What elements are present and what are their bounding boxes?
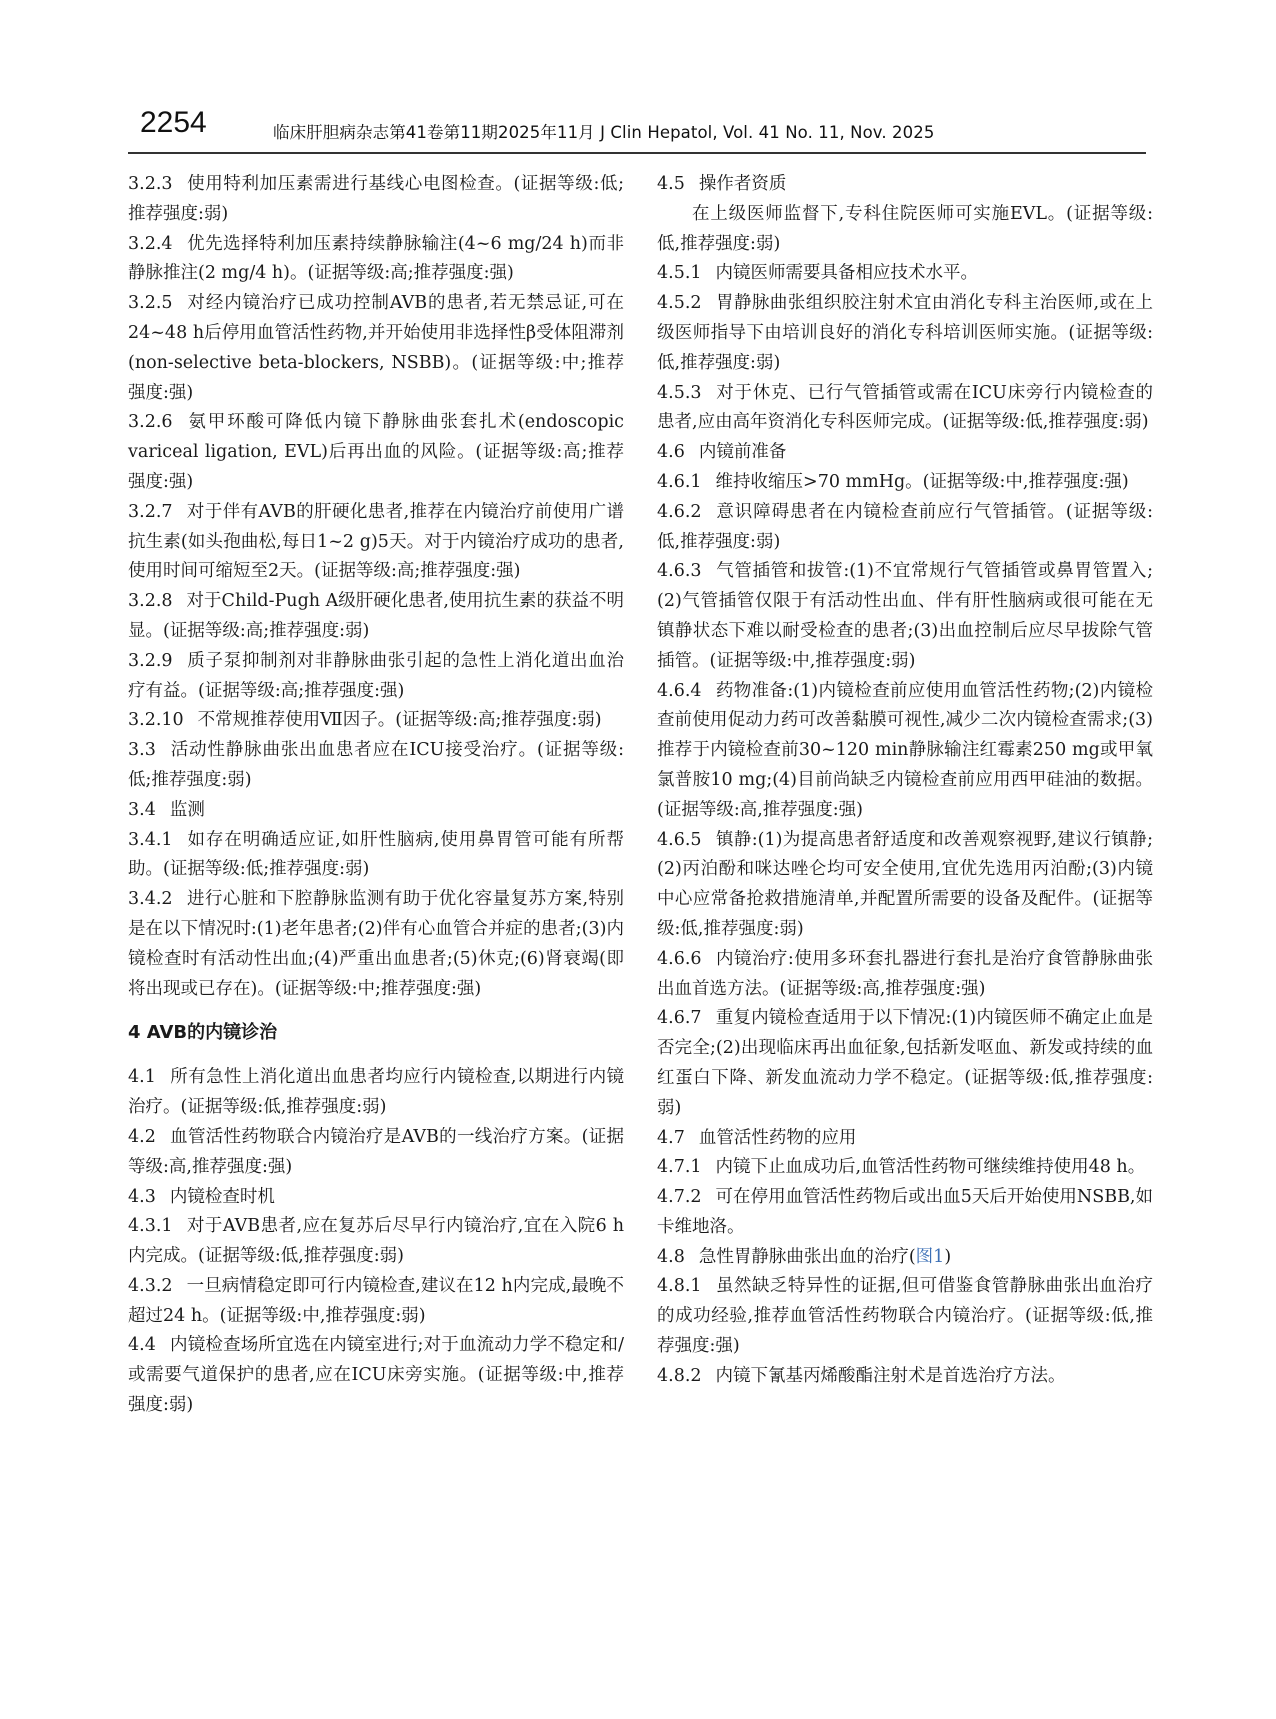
section-number: 4.8 [657,1246,685,1267]
paragraph-text: 对于AVB患者,应在复苏后尽早行内镜治疗,宜在入院6 h内完成。(证据等级:低,推荐强度:弱) [128,1216,624,1267]
section-number: 4.7.2 [657,1187,702,1208]
paragraph [657,1153,1153,1183]
section-number: 4.5.2 [657,293,702,314]
paragraph-text: 气管插管和拔管:(1)不宜常规行气管插管或鼻胃管置入;(2)气管插管仅限于有活动性出血、伴有肝性脑病或很可能在无镇静状态下难以耐受检查的患者;(3)出血控制后应尽早拔除气管插管。(证据等级:中,推荐强度:弱) [657,561,1153,671]
paragraph-text: 一旦病情稳定即可行内镜检查,建议在12 h内完成,最晚不超过24 h。(证据等级:中,推荐强度:弱) [128,1275,624,1326]
paragraph [128,706,624,736]
section-number: 3.4.2 [128,889,173,910]
paragraph [657,826,1153,945]
paragraph [128,289,624,408]
section-number: 4.5.3 [657,382,702,403]
paragraph-text: 血管活性药物的应用 [698,1127,857,1148]
paragraph-text: 所有急性上消化道出血患者均应行内镜检查,以期进行内镜治疗。(证据等级:低,推荐强度:弱) [128,1067,624,1118]
section-number: 4.2 [128,1126,156,1147]
paragraph [128,170,624,230]
paragraph-text: 优先选择特利加压素持续静脉输注(4~6 mg/24 h)而非静脉推注(2 mg/4 h)。(证据等级:高;推荐强度:强) [128,233,624,284]
paragraph-text: 内镜检查场所宜选在内镜室进行;对于血流动力学不稳定和/或需要气道保护的患者,应在ICU床旁实施。(证据等级:中,推荐强度:弱) [128,1335,624,1416]
section-number: 4.7 [657,1127,685,1148]
section-number: 3.2.3 [128,174,173,194]
paragraph [657,677,1153,826]
paragraph [128,826,624,886]
paragraph-text: 对于休克、已行气管插管或需在ICU床旁行内镜检查的患者,应由高年资消化专科医师完成。(证据等级:低,推荐强度:弱) [657,382,1153,433]
paragraph-text: 在上级医师监督下,专科住院医师可实施EVL。(证据等级:低,推荐强度:弱) [657,203,1153,254]
page-header [128,102,1146,154]
paragraph-text: 氨甲环酸可降低内镜下静脉曲张套扎术(endoscopic variceal ligation, EVL)后再出血的风险。(证据等级:高;推荐强度:强) [128,412,624,492]
section-number: 3.3 [128,740,156,761]
section-number: 3.2.9 [128,650,173,671]
paragraph [128,587,624,647]
section-number: 3.2.8 [128,591,173,612]
paragraph-text: 监测 [169,799,205,820]
paragraph [128,796,624,826]
paragraph-text: 进行心脏和下腔静脉监测有助于优化容量复苏方案,特别是在以下情况时:(1)老年患者;(2)伴有心血管合并症的患者;(3)内镜检查时有活动性出血;(4)严重出血患者;(5)休克;(6)肾衰竭(即将出现或已存在)。(证据等级:中;推荐强度:强) [128,889,624,999]
paragraph-text: 质子泵抑制剂对非静脉曲张引起的急性上消化道出血治疗有益。(证据等级:高;推荐强度:强) [128,650,624,701]
paragraph [657,200,1153,260]
paragraph [657,1183,1153,1243]
paragraph-text: 内镜前准备 [698,442,787,463]
paragraph-text: 不常规推荐使用Ⅶ因子。(证据等级:高;推荐强度:弱) [197,710,602,731]
paragraph [657,289,1153,378]
paragraph-text: 内镜下氰基丙烯酸酯注射术是首选治疗方法。 [715,1365,1066,1386]
paragraph [128,1212,624,1272]
paragraph-text: 内镜医师需要具备相应技术水平。 [715,263,979,284]
paragraph [657,557,1153,676]
section-number: 3.2.10 [128,710,184,731]
paragraph-text: 操作者资质 [698,174,787,194]
journal-citation: 临床肝胆病杂志第41卷第11期2025年11月 J Clin Hepatol, Vol. 41 No. 11, Nov. 2025 [273,123,935,142]
figure-link[interactable]: 图1 [915,1246,945,1267]
paragraph [657,1362,1153,1392]
paragraph [657,1272,1153,1361]
section-number: 4.6.4 [657,680,702,701]
section-number: 3.4 [128,799,156,820]
paragraph [128,1123,624,1183]
paragraph-text: 维持收缩压>70 mmHg。(证据等级:中,推荐强度:强) [715,471,1129,492]
section-number: 4.8.2 [657,1365,702,1386]
section-number: 4.6.5 [657,829,702,850]
section-number: 4.3 [128,1186,156,1207]
section-number: 3.2.4 [128,233,173,254]
paragraph-text: 内镜下止血成功后,血管活性药物可继续维持使用48 h。 [715,1157,1146,1178]
section-number: 4.6.1 [657,471,702,492]
section-number: 4.4 [128,1335,156,1356]
paragraph-text: 血管活性药物联合内镜治疗是AVB的一线治疗方案。(证据等级:高,推荐强度:强) [128,1126,624,1177]
section-number: 4.1 [128,1067,156,1088]
page-number: 2254 [140,106,207,139]
paragraph-text: 如存在明确适应证,如肝性脑病,使用鼻胃管可能有所帮助。(证据等级:低;推荐强度:弱) [128,829,624,880]
paragraph [657,379,1153,439]
paragraph-text: 胃静脉曲张组织胶注射术宜由消化专科主治医师,或在上级医师指导下由培训良好的消化专科培训医师实施。(证据等级:低,推荐强度:弱) [657,293,1153,373]
paragraph [128,1063,624,1123]
left-column [128,170,624,1421]
paragraph-text: 虽然缺乏特异性的证据,但可借鉴食管静脉曲张出血治疗的成功经验,推荐血管活性药物联合内镜治疗。(证据等级:低,推荐强度:强) [657,1276,1153,1357]
paragraph-text: 急性胃静脉曲张出血的治疗( [698,1246,916,1267]
paragraph [128,1272,624,1332]
paragraph-text-tail: ) [944,1246,952,1267]
section-number: 4.5.1 [657,263,702,284]
section-heading: 4 AVB的内镜诊治 [128,1022,278,1044]
paragraph-text: 可在停用血管活性药物后或出血5天后开始使用NSBB,如卡维地洛。 [657,1187,1153,1237]
paragraph-text: 意识障碍患者在内镜检查前应行气管插管。(证据等级:低,推荐强度:弱) [657,501,1153,552]
section-number: 4.6 [657,442,685,463]
paragraph [128,498,624,587]
paragraph [128,230,624,290]
paragraph [657,1124,1153,1154]
paragraph [128,647,624,707]
paragraph [128,885,624,1004]
paragraph [657,498,1153,558]
section-number: 4.3.2 [128,1275,173,1296]
paragraph [657,945,1153,1005]
paragraph-text: 使用特利加压素需进行基线心电图检查。(证据等级:低;推荐强度:弱) [128,174,624,224]
section-number: 4.7.1 [657,1157,702,1178]
paragraph [128,736,624,796]
section-number: 4.5 [657,174,685,194]
paragraph [657,170,1153,200]
right-column [657,170,1153,1392]
paragraph-text: 镇静:(1)为提高患者舒适度和改善观察视野,建议行镇静;(2)丙泊酚和咪达唑仑均可安全使用,宜优先选用丙泊酚;(3)内镜中心应常备抢救措施清单,并配置所需要的设备及配件。(证据等级:低,推荐强度:弱) [657,829,1153,939]
section-number: 4.3.1 [128,1216,173,1237]
section-number: 4.6.3 [657,561,702,582]
paragraph-text: 对于伴有AVB的肝硬化患者,推荐在内镜治疗前使用广谱抗生素(如头孢曲松,每日1~2 g)5天。对于内镜治疗成功的患者,使用时间可缩短至2天。(证据等级:高;推荐强度:强) [128,501,624,582]
paragraph [657,1243,1153,1273]
section-number: 3.4.1 [128,829,173,850]
section-number: 4.6.6 [657,948,702,969]
paragraph [657,468,1153,498]
paragraph [128,1331,624,1420]
paragraph [128,408,624,497]
paragraph-text: 对经内镜治疗已成功控制AVB的患者,若无禁忌证,可在24~48 h后停用血管活性药物,并开始使用非选择性β受体阻滞剂(non-selective beta-blockers, NSBB)。(证据等级:中;推荐强度:强) [128,293,624,403]
section-number: 3.2.5 [128,293,173,314]
paragraph-text: 药物准备:(1)内镜检查前应使用血管活性药物;(2)内镜检查前使用促动力药可改善黏膜可视性,减少二次内镜检查需求;(3)推荐于内镜检查前30~120 min静脉输注红霉素250 mg或甲氧氯普胺10 mg;(4)目前尚缺乏内镜检查前应用西甲硅油的数据。(证据等级:高,推荐强度:强) [657,680,1153,820]
paragraph-text: 内镜治疗:使用多环套扎器进行套扎是治疗食管静脉曲张出血首选方法。(证据等级:高,推荐强度:强) [657,948,1153,999]
section-number: 4.6.2 [657,501,702,522]
paragraph-text: 内镜检查时机 [169,1186,275,1207]
paragraph-text: 活动性静脉曲张出血患者应在ICU接受治疗。(证据等级:低;推荐强度:弱) [128,740,624,790]
section-number: 4.6.7 [657,1008,702,1029]
paragraph [657,438,1153,468]
section-number: 3.2.7 [128,501,173,522]
section-number: 3.2.6 [128,412,173,433]
paragraph-text: 对于Child-Pugh A级肝硬化患者,使用抗生素的获益不明显。(证据等级:高;推荐强度:弱) [128,591,624,641]
section-number: 4.8.1 [657,1276,702,1297]
paragraph [128,1183,624,1213]
paragraph [657,1004,1153,1123]
paragraph [657,259,1153,289]
paragraph-text: 重复内镜检查适用于以下情况:(1)内镜医师不确定止血是否完全;(2)出现临床再出血征象,包括新发呕血、新发或持续的血红蛋白下降、新发血流动力学不稳定。(证据等级:低,推荐强度:弱) [657,1008,1153,1118]
